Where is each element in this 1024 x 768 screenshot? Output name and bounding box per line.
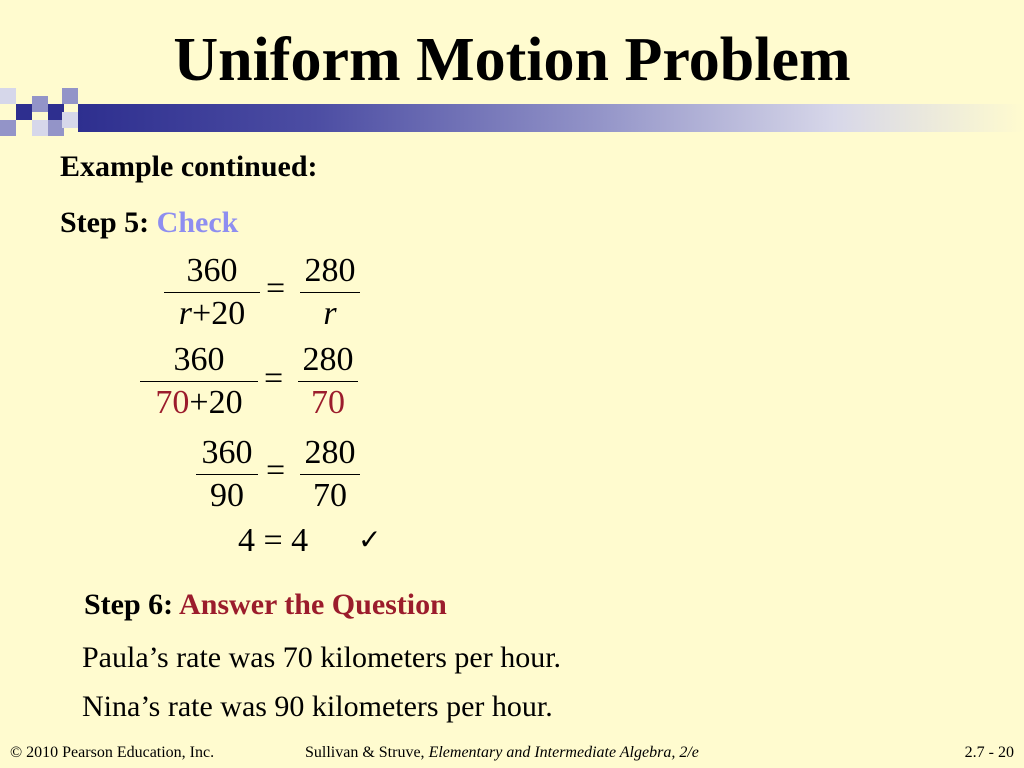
example-heading: Example continued: [60,150,318,183]
title-underline-bar [78,104,1024,132]
fraction-numerator: 360 [173,341,225,378]
fraction-numerator: 280 [304,434,356,471]
step6-label: Step 6: [84,588,174,621]
fraction-numerator: 280 [302,341,354,378]
fraction-denominator: 90 [196,474,258,515]
fraction-denominator: r+20 [164,292,260,333]
footer-book-credit: Sullivan & Struve, Elementary and Intermediate Algebra, 2/e [305,744,699,761]
step6-heading [84,588,447,622]
answer-line-paula: Paula’s rate was 70 kilometers per hour. [82,641,562,674]
fraction-denominator: 70 [298,381,358,422]
equals-sign: = [266,452,286,489]
fraction-denominator: 70+20 [140,381,258,422]
check-equation-4: 4 = 4 [238,522,309,559]
step5-value: Check [156,206,239,239]
fraction-numerator: 280 [304,252,356,289]
fraction-numerator: 360 [201,434,253,471]
fraction-denominator: 70 [300,474,360,515]
fraction-denominator: r [300,292,360,333]
step5-label: Step 5: [60,206,150,239]
slide-title: Uniform Motion Problem [173,26,851,94]
footer-copyright: © 2010 Pearson Education, Inc. [10,744,215,761]
equals-sign: = [266,270,286,307]
equals-sign: = [264,360,284,397]
footer-page-number: 2.7 - 20 [964,744,1014,761]
answer-line-nina: Nina’s rate was 90 kilometers per hour. [82,690,553,723]
check-mark-icon: ✓ [358,523,382,556]
step5-heading [60,206,238,240]
step6-value: Answer the Question [179,588,447,621]
fraction-numerator: 360 [186,252,238,289]
